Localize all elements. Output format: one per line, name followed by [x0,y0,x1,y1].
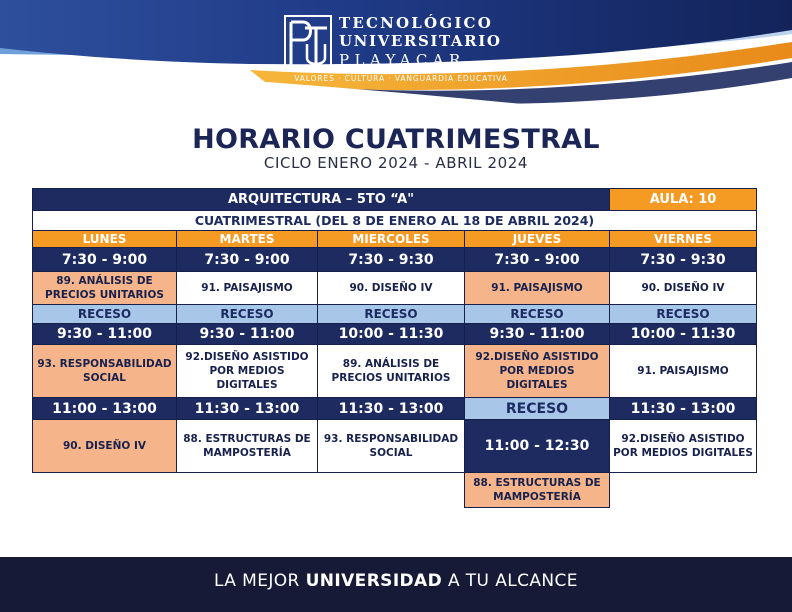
class-cell: 91. PAISAJISMO [465,272,610,305]
time-slot: 11:00 - 12:30 [465,420,610,473]
class-cell: 90. DISEÑO IV [610,272,757,305]
time-slot: 9:30 - 11:00 [465,324,610,345]
footer-slogan [0,571,792,591]
time-slot: 11:00 - 13:00 [33,398,177,420]
class-cell: 93. RESPONSABILIDAD SOCIAL [318,420,465,473]
time-row-3 [33,398,757,420]
period-row [33,211,757,231]
recess-row-1 [33,305,757,324]
class-cell: 89. ANÁLISIS DE PRECIOS UNITARIOS [33,272,177,305]
class-cell: 92.DISEÑO ASISTIDO POR MEDIOS DIGITALES [610,420,757,473]
time-slot: 7:30 - 9:00 [33,248,177,272]
footer-slogan-bold: UNIVERSIDAD [305,571,443,591]
time-slot: 7:30 - 9:30 [610,248,757,272]
time-slot: 10:00 - 11:30 [610,324,757,345]
time-slot: 7:30 - 9:00 [465,248,610,272]
class-cell: 88. ESTRUCTURAS DE MAMPOSTERÍA [465,473,610,508]
page-title: HORARIO CUATRIMESTRAL [192,124,600,155]
class-row-2 [33,345,757,398]
class-cell: 92.DISEÑO ASISTIDO POR MEDIOS DIGITALES [465,345,610,398]
class-cell: 88. ESTRUCTURAS DE MAMPOSTERÍA [177,420,318,473]
class-cell: 91. PAISAJISMO [177,272,318,305]
header-banner [0,0,792,118]
class-cell: 90. DISEÑO IV [33,420,177,473]
class-cell: 92.DISEÑO ASISTIDO POR MEDIOS DIGITALES [177,345,318,398]
time-slot: 7:30 - 9:00 [177,248,318,272]
day-header-monday: LUNES [33,231,177,248]
program-name: ARQUITECTURA – 5TO “A" [33,189,610,211]
recess-cell: RECESO [177,305,318,324]
day-header-wednesday: MIERCOLES [318,231,465,248]
time-slot: 11:30 - 13:00 [177,398,318,420]
class-cell: 89. ANÁLISIS DE PRECIOS UNITARIOS [318,345,465,398]
time-slot: 11:30 - 13:00 [318,398,465,420]
time-slot: 9:30 - 11:00 [177,324,318,345]
institution-name-line2: UNIVERSITARIO [339,32,502,50]
day-header-tuesday: MARTES [177,231,318,248]
schedule-table [32,188,757,508]
institution-tagline: VALORES · CULTURA · VANGUARDIA EDUCATIVA [294,74,508,83]
day-header-friday: VIERNES [610,231,757,248]
time-row-1 [33,248,757,272]
time-slot: 9:30 - 11:00 [33,324,177,345]
thursday-extra-row [33,473,757,508]
time-slot: 11:30 - 13:00 [610,398,757,420]
footer-slogan-pre: LA MEJOR [214,571,306,591]
footer-slogan-post: A TU ALCANCE [442,571,578,591]
ptu-monogram-icon [283,14,333,74]
days-row [33,231,757,248]
classroom-label: AULA: 10 [610,189,757,211]
class-row-1 [33,272,757,305]
program-row [33,189,757,211]
day-header-thursday: JUEVES [465,231,610,248]
institution-name-line1: TECNOLÓGICO [339,14,493,32]
recess-cell: RECESO [318,305,465,324]
recess-cell: RECESO [465,305,610,324]
recess-cell: RECESO [33,305,177,324]
class-row-3 [33,420,757,473]
recess-cell: RECESO [465,398,610,420]
class-cell: 93. RESPONSABILIDAD SOCIAL [33,345,177,398]
period-label: CUATRIMESTRAL (DEL 8 DE ENERO AL 18 DE ABRIL 2024) [33,211,757,231]
recess-cell: RECESO [610,305,757,324]
institution-name-line3: PLAYACAR [339,51,466,69]
empty-spacer [610,473,757,508]
time-row-2 [33,324,757,345]
time-slot: 7:30 - 9:30 [318,248,465,272]
class-cell: 90. DISEÑO IV [318,272,465,305]
institution-logo [283,14,519,88]
class-cell: 91. PAISAJISMO [610,345,757,398]
footer-banner [0,557,792,612]
page-subtitle: CICLO ENERO 2024 - ABRIL 2024 [263,154,529,172]
time-slot: 10:00 - 11:30 [318,324,465,345]
empty-spacer [33,473,465,508]
